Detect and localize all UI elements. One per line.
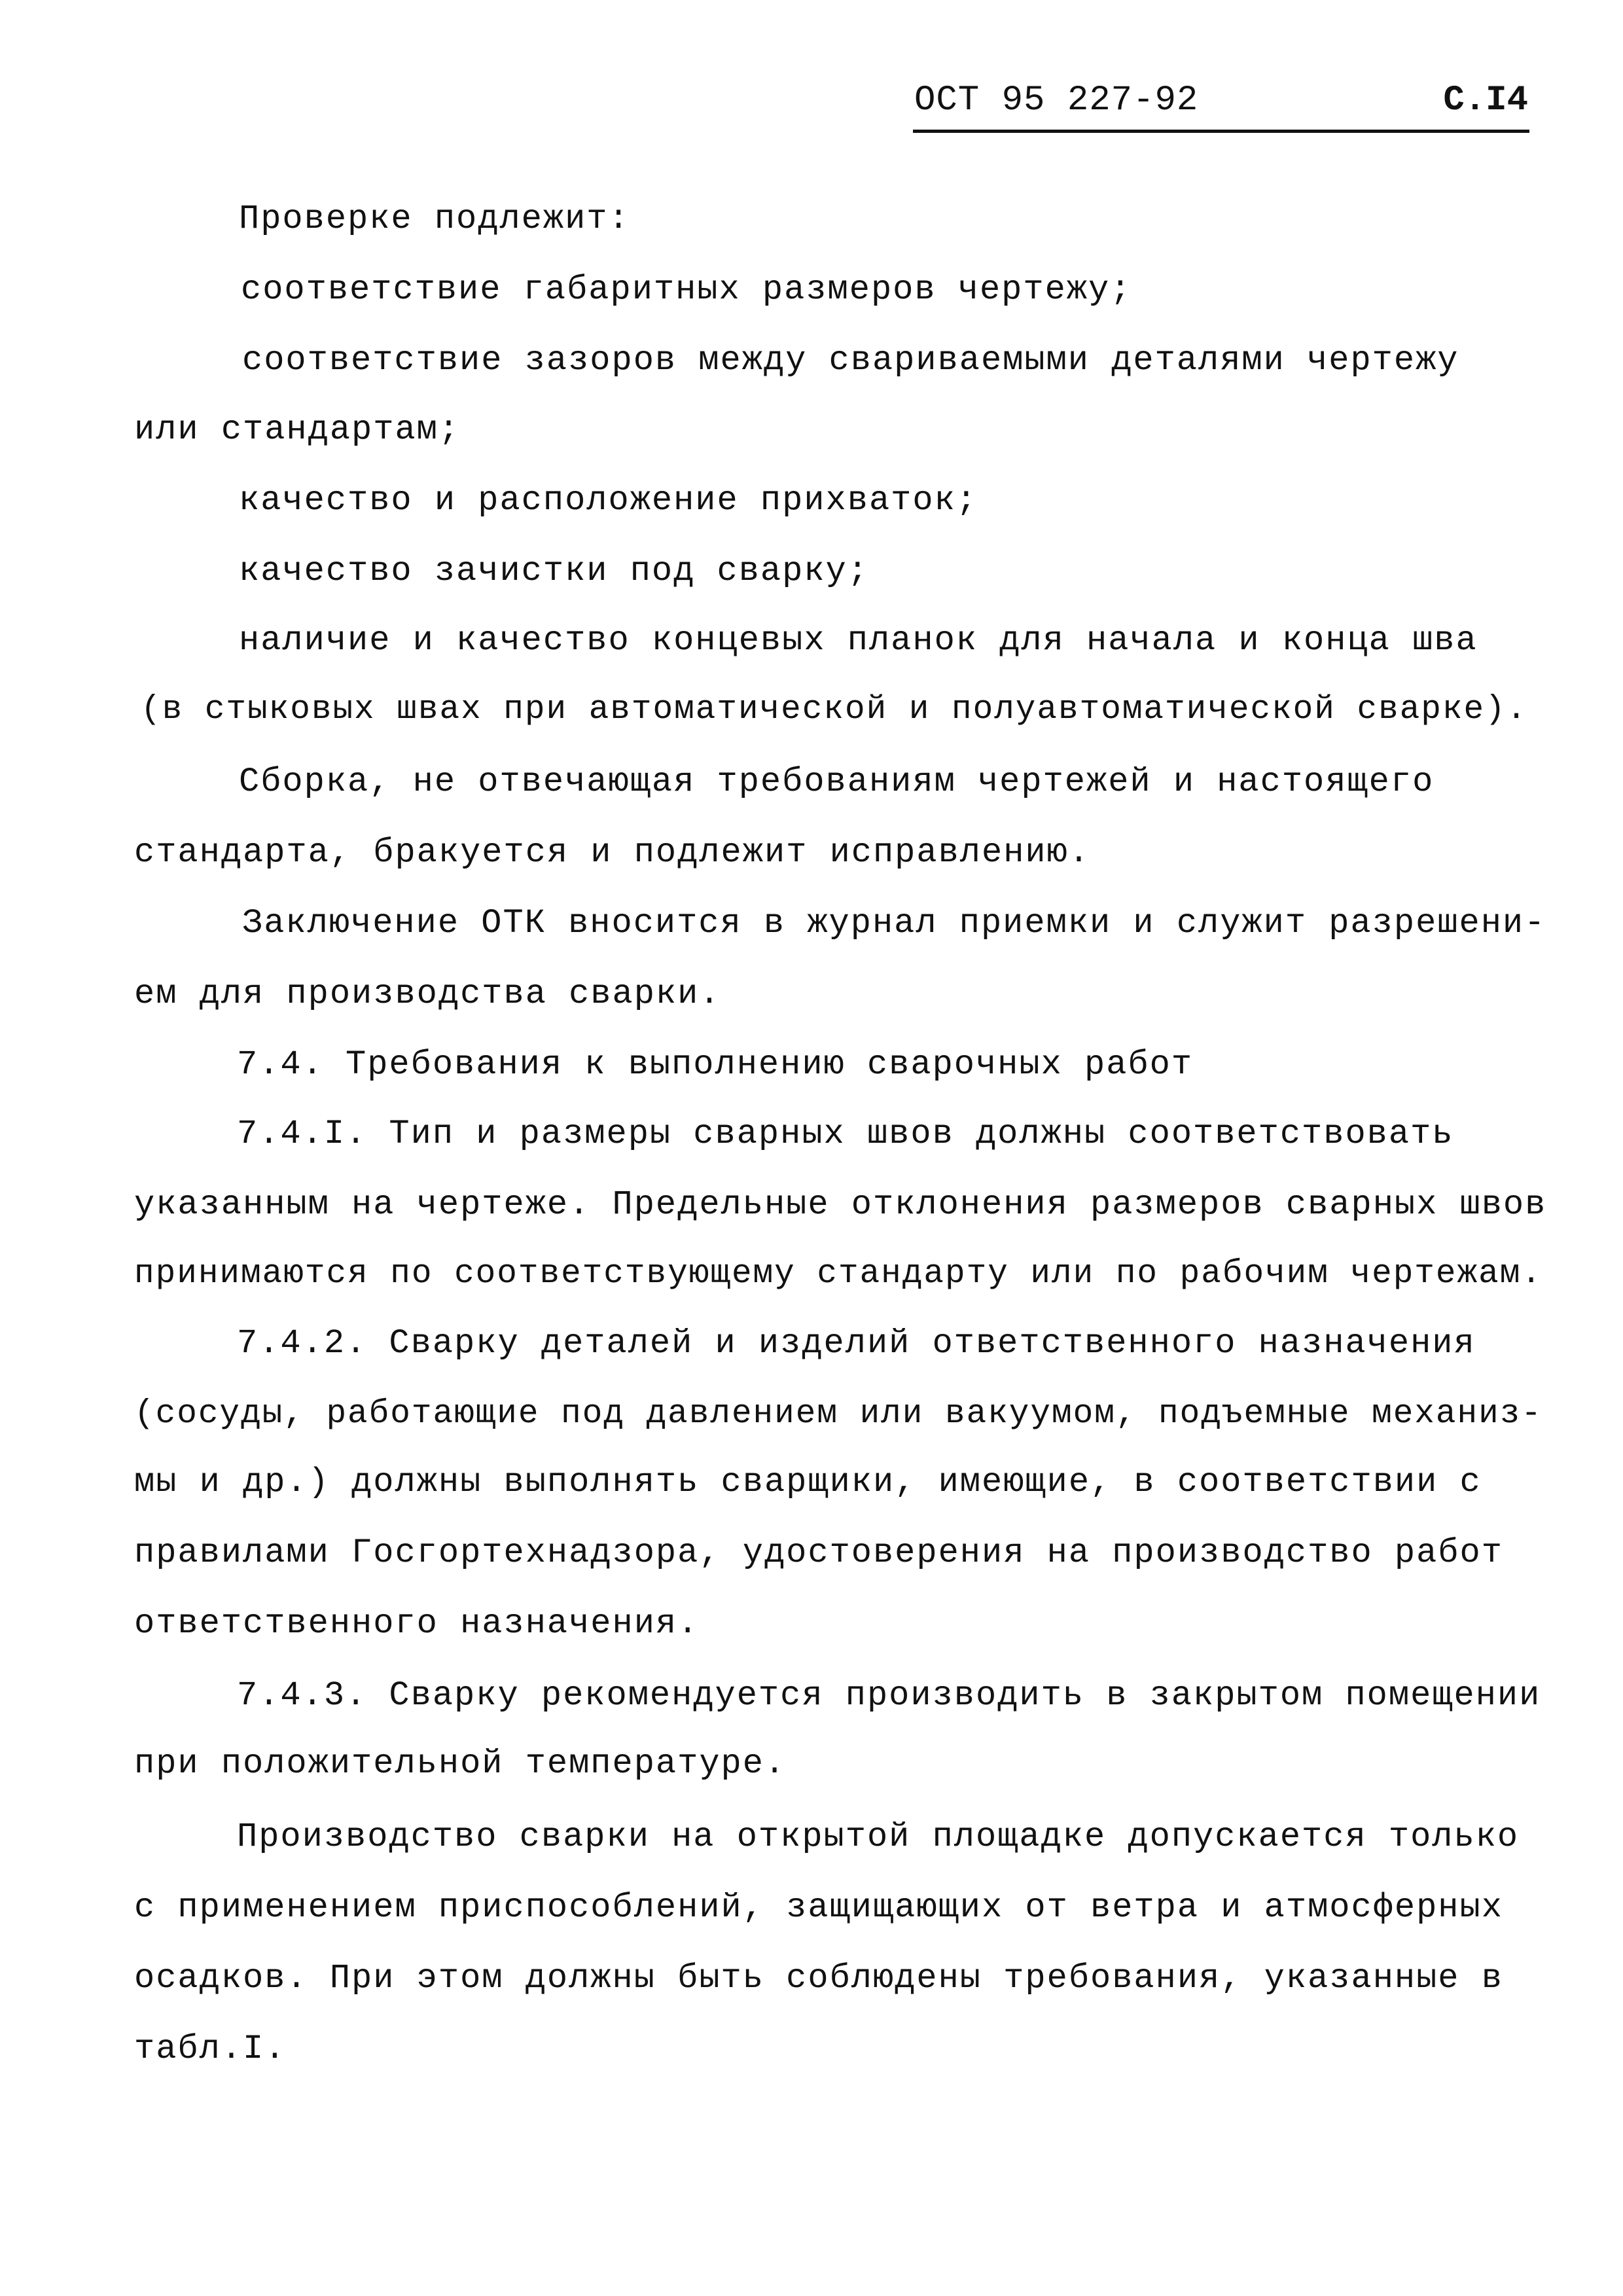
text-line: указанным на чертеже. Предельные отклонения размеров сварных швов: [134, 1185, 1547, 1224]
text-line: Проверке подлежит:: [239, 200, 630, 238]
text-line: Производство сварки на открытой площадке допускается только: [237, 1818, 1520, 1856]
page-number: С.I4: [1443, 81, 1528, 120]
text-line: с применением приспособлений, защищающих от ветра и атмосферных: [134, 1888, 1503, 1927]
text-line: 7.4.2. Сварку деталей и изделий ответственного назначения: [237, 1324, 1476, 1363]
text-line: 7.4.I. Тип и размеры сварных швов должны соответствовать: [237, 1115, 1454, 1153]
text-line: ответственного назначения.: [134, 1604, 700, 1643]
text-line: стандарта, бракуется и подлежит исправлению.: [134, 833, 1091, 872]
text-line: при положительной температуре.: [134, 1744, 787, 1783]
page-header: [913, 77, 1529, 133]
text-line: принимаются по соответствующему стандарту или по рабочим чертежам.: [134, 1255, 1543, 1293]
text-line: табл.I.: [134, 2030, 287, 2068]
section-heading: 7.4. Требования к выполнению сварочных работ: [237, 1045, 1194, 1084]
text-line: мы и др.) должны выполнять сварщики, имеющие, в соответствии с: [134, 1463, 1482, 1501]
text-line: (сосуды, работающие под давлением или вакуумом, подъемные механиз-: [134, 1395, 1543, 1433]
text-line: осадков. При этом должны быть соблюдены требования, указанные в: [134, 1959, 1503, 1998]
text-line: соответствие зазоров между свариваемыми деталями чертежу: [242, 341, 1459, 380]
text-line: (в стыковых швах при автоматической и полуавтоматической сварке).: [141, 691, 1528, 728]
text-line: качество и расположение прихваток;: [239, 481, 978, 520]
text-line: 7.4.3. Сварку рекомендуется производить в закрытом помещении: [237, 1676, 1541, 1715]
text-line: Сборка, не отвечающая требованиям чертежей и настоящего: [239, 762, 1435, 801]
text-line: качество зачистки под сварку;: [239, 552, 869, 590]
document-code: ОСТ 95 227-92: [914, 81, 1199, 120]
text-line: Заключение ОТК вносится в журнал приемки и служит разрешени-: [242, 904, 1546, 942]
text-line: наличие и качество концевых планок для начала и конца шва: [239, 621, 1478, 660]
text-line: правилами Госгортехнадзора, удостоверения на производство работ: [134, 1534, 1503, 1572]
text-line: или стандартам;: [134, 410, 461, 449]
text-line: ем для производства сварки.: [134, 975, 721, 1013]
text-line: соответствие габаритных размеров чертежу;: [241, 270, 1132, 309]
